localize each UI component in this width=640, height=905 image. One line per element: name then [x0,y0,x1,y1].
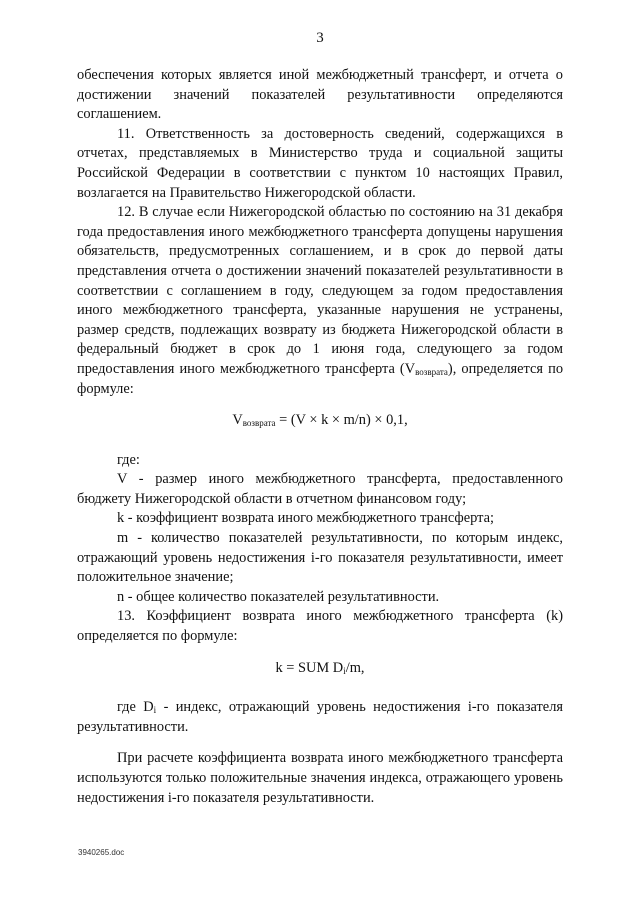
where-label: где: [117,451,140,468]
where-di-definition [77,698,563,737]
definition-n: n - общее количество показателей результативности. [117,588,440,605]
where-di-sub: i [153,705,157,716]
paragraph-continuation: обеспечения которых является иной межбюджетный трансферт, и отчета о достижении значений показателей результативности определяются соглашением. [77,67,563,123]
formula-coefficient-post: /m, [345,659,365,676]
where-di-post: - индекс, отражающий уровень недостижения i-го показателя результативности. [77,699,563,735]
paragraph-12 [77,203,563,399]
footer-filename: 3940265.doc [78,848,125,857]
paragraph-12-text: 12. В случае если Нижегородской областью по состоянию на 31 декабря года предоставления иного межбюджетного трансферта допущены нарушения обязательств, предусмотренных соглашением, и в срок до первой даты представления отчета о достижении значений показателей результативности в соответствии с соглашением в году, следующем за годом предоставления иного межбюджетного трансферта, указанные нарушения не устранены, размер средств, подлежащих возврату из бюджета Нижегородской области в федеральный бюджет в срок до 1 июня года, следующего за годом предоставления иного межбюджетного трансферта (V [77,204,563,377]
paragraph-12-end: ), определяется по формуле: [77,360,564,397]
where-di-pre: где D [117,699,154,716]
formula-return-lhs-sub: возврата [242,418,276,429]
definition-m: m - количество показателей результативности, по которым индекс, отражающий уровень недостижения i-го показателя результативности, имеет положительное значение; [77,530,563,586]
formula-coefficient [77,659,563,679]
document-body [77,66,563,808]
definition-k: k - коэффициент возврата иного межбюджетного трансферта; [117,510,494,527]
paragraph-12-subscript: возврата [415,366,448,377]
paragraph-positive-values: При расчете коэффициента возврата иного межбюджетного трансферта используются только положительные значения индекса, отражающего уровень недостижения i-го показателя результативности. [77,750,563,806]
formula-return-lhs: V [232,412,243,429]
formula-coefficient-pre: k = SUM D [275,659,344,676]
page-number: 3 [316,30,324,46]
paragraph-11: 11. Ответственность за достоверность сведений, содержащихся в отчетах, представляемых в Министерство труда и социальной защиты Российской Федерации в соответствии с пунктом 10 настоящих Правил, возлагается на Правительство Нижегородской области. [77,125,563,201]
paragraph-13: 13. Коэффициент возврата иного межбюджетного трансферта (k) определяется по формуле: [77,608,563,645]
definition-v: V - размер иного межбюджетного трансферта, предоставленного бюджету Нижегородской области в отчетном финансовом году; [77,471,563,507]
formula-coefficient-sub: i [343,665,346,676]
formula-return-rhs: = (V × k × m/n) × 0,1, [275,412,408,429]
formula-return-amount [77,411,563,431]
